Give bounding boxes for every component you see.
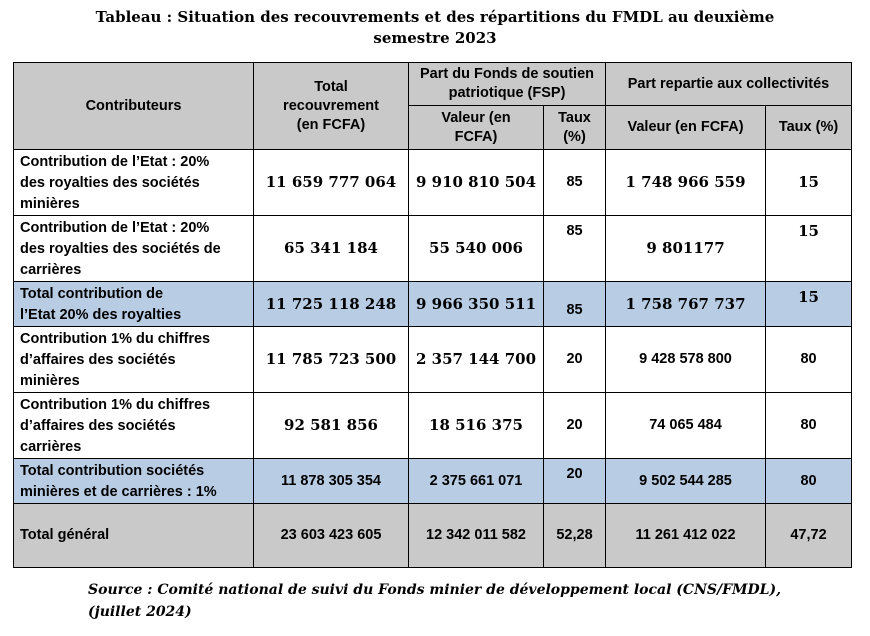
- cell-total: 11 725 118 248: [254, 282, 409, 327]
- row-label: Contribution 1% du chiffres d’affaires des sociétés carrières: [14, 393, 254, 459]
- row-label: Total contribution sociétés minières et de carrières : 1%: [14, 459, 254, 504]
- cell-total: 23 603 423 605: [254, 504, 409, 568]
- cell-fsp-taux: 85: [544, 282, 606, 327]
- cell-total: 11 785 723 500: [254, 327, 409, 393]
- cell-fsp-valeur: 9 910 810 504: [409, 150, 544, 216]
- table-row: [14, 327, 852, 393]
- row-label: Total contribution de l’Etat 20% des royalties: [14, 282, 254, 327]
- header-fsp-taux: Taux (%): [544, 106, 606, 150]
- cell-fsp-valeur: 9 966 350 511: [409, 282, 544, 327]
- header-coll-valeur: Valeur (en FCFA): [606, 106, 766, 150]
- cell-coll-valeur: 1 748 966 559: [606, 150, 766, 216]
- cell-coll-taux: 80: [766, 459, 852, 504]
- cell-fsp-taux: 20: [544, 327, 606, 393]
- table-title: [0, 7, 870, 49]
- cell-total: 11 878 305 354: [254, 459, 409, 504]
- cell-fsp-valeur: 18 516 375: [409, 393, 544, 459]
- fmdl-table: [13, 62, 852, 568]
- row-label: Contribution de l’Etat : 20% des royalties des sociétés minières: [14, 150, 254, 216]
- cell-coll-taux: 15: [766, 216, 852, 282]
- cell-total: 92 581 856: [254, 393, 409, 459]
- row-label: Contribution 1% du chiffres d’affaires des sociétés minières: [14, 327, 254, 393]
- table-row: [14, 393, 852, 459]
- cell-fsp-valeur: 12 342 011 582: [409, 504, 544, 568]
- row-label: Contribution de l’Etat : 20% des royalties des sociétés de carrières: [14, 216, 254, 282]
- header-contributeurs: Contributeurs: [14, 63, 254, 150]
- cell-coll-taux: 15: [766, 282, 852, 327]
- cell-coll-taux: 15: [766, 150, 852, 216]
- table-title-line1: Tableau : Situation des recouvrements et des répartitions du FMDL au deuxième: [95, 8, 775, 26]
- cell-total: 65 341 184: [254, 216, 409, 282]
- cell-fsp-taux: 85: [544, 150, 606, 216]
- cell-fsp-taux: 20: [544, 393, 606, 459]
- header-total-recouvrement: Total recouvrement (en FCFA): [254, 63, 409, 150]
- cell-fsp-taux: 20: [544, 459, 606, 504]
- header-fsp-valeur: Valeur (en FCFA): [409, 106, 544, 150]
- header-collectivites: Part repartie aux collectivités: [606, 63, 852, 106]
- header-coll-taux: Taux (%): [766, 106, 852, 150]
- cell-coll-taux: 47,72: [766, 504, 852, 568]
- cell-coll-taux: 80: [766, 327, 852, 393]
- table-row: [14, 150, 852, 216]
- source-note: [88, 579, 781, 623]
- cell-coll-valeur: 1 758 767 737: [606, 282, 766, 327]
- cell-coll-taux: 80: [766, 393, 852, 459]
- cell-coll-valeur: 9 428 578 800: [606, 327, 766, 393]
- table-row-subtotal: [14, 459, 852, 504]
- cell-fsp-valeur: 2 375 661 071: [409, 459, 544, 504]
- cell-coll-valeur: 9 502 544 285: [606, 459, 766, 504]
- table-row: [14, 216, 852, 282]
- cell-coll-valeur: 9 801177: [606, 216, 766, 282]
- cell-fsp-taux: 85: [544, 216, 606, 282]
- table-title-line2: semestre 2023: [373, 29, 497, 47]
- source-line1: Source : Comité national de suivi du Fonds minier de développement local (CNS/FMDL),: [88, 582, 782, 598]
- source-line2: (juillet 2024): [88, 604, 192, 620]
- row-label: Total général: [14, 504, 254, 568]
- cell-total: 11 659 777 064: [254, 150, 409, 216]
- cell-coll-valeur: 74 065 484: [606, 393, 766, 459]
- header-fsp: Part du Fonds de soutien patriotique (FSP): [409, 63, 606, 106]
- table-row-grand-total: [14, 504, 852, 568]
- cell-fsp-taux: 52,28: [544, 504, 606, 568]
- cell-fsp-valeur: 2 357 144 700: [409, 327, 544, 393]
- cell-fsp-valeur: 55 540 006: [409, 216, 544, 282]
- cell-coll-valeur: 11 261 412 022: [606, 504, 766, 568]
- table-row-subtotal: [14, 282, 852, 327]
